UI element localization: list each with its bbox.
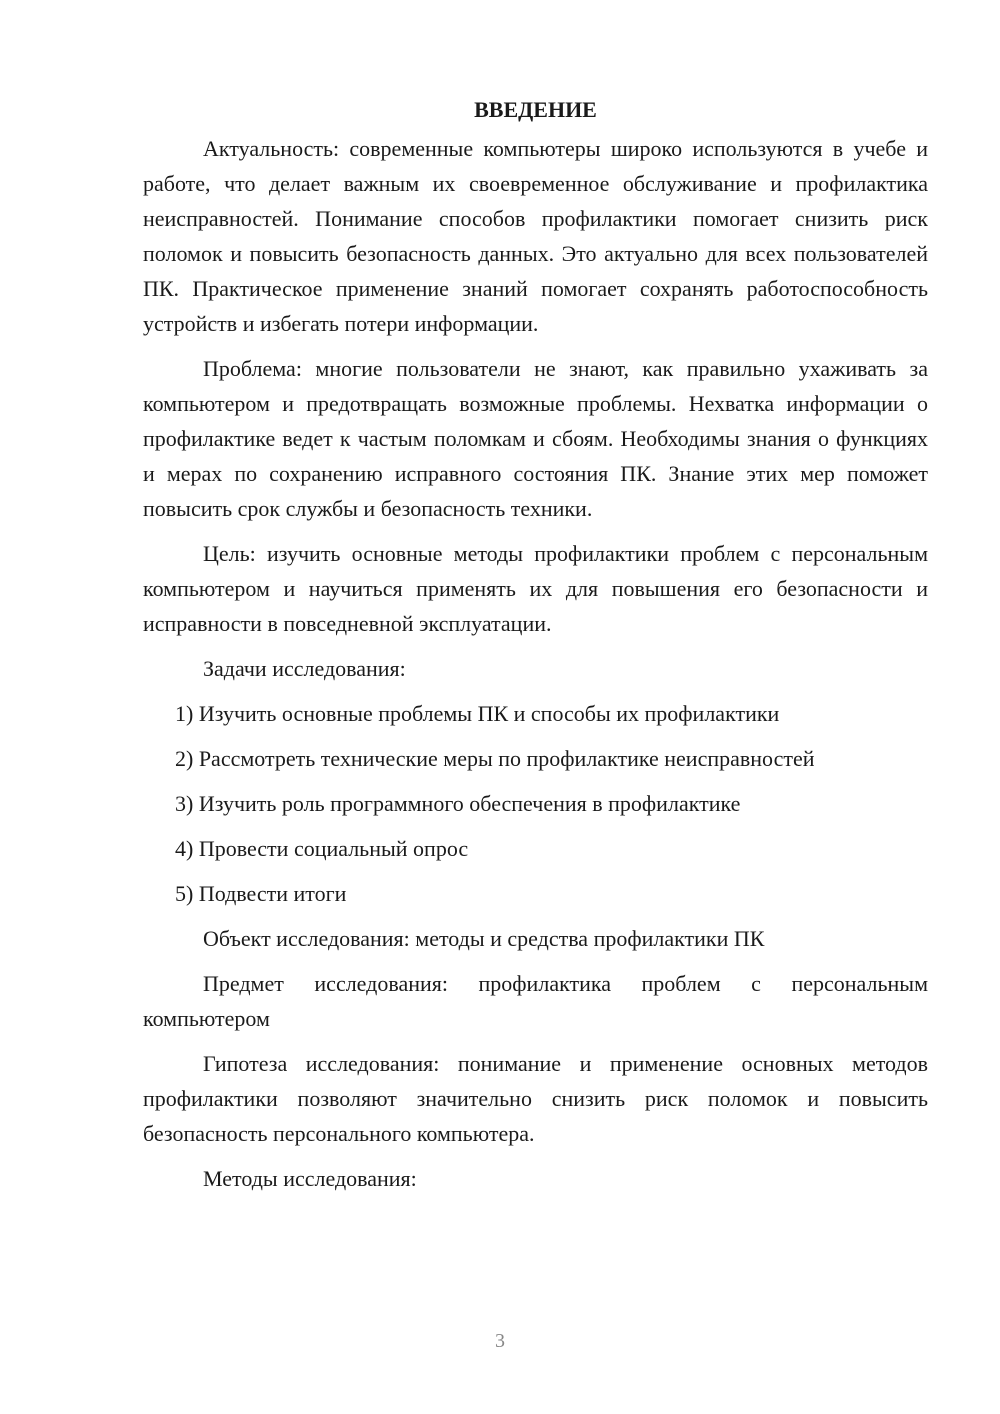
page-number: 3 xyxy=(495,1330,505,1352)
list-item: 5) Подвести итоги xyxy=(175,881,347,906)
list-item: 4) Провести социальный опрос xyxy=(175,836,469,861)
tasks-heading: Задачи исследования: xyxy=(203,656,406,681)
methods-heading: Методы исследования: xyxy=(203,1166,417,1191)
list-item: 2) Рассмотреть технические меры по профилактике неисправностей xyxy=(175,746,815,771)
paragraph-hypothesis: Гипотеза исследования: понимание и применение основных методов профилактики позволяют значительно снизить риск поломок и повысить безопасность персонального компьютера. xyxy=(143,1051,928,1146)
document-page xyxy=(143,95,928,1206)
paragraph-object: Объект исследования: методы и средства профилактики ПК xyxy=(203,926,765,951)
list-item: 1) Изучить основные проблемы ПК и способы их профилактики xyxy=(175,701,780,726)
tasks-list xyxy=(143,696,928,911)
paragraph-problem: Проблема: многие пользователи не знают, как правильно ухаживать за компьютером и предотвращать возможные проблемы. Нехватка информации о профилактике ведет к частым поломкам и сбоям. Необходимы знания о функциях и мерах по сохранению исправного состояния ПК. Знание этих мер поможет повысить срок службы и безопасность техники. xyxy=(143,356,928,521)
list-item: 3) Изучить роль программного обеспечения в профилактике xyxy=(175,791,741,816)
page-title: ВВЕДЕНИЕ xyxy=(474,97,597,122)
paragraph-relevance: Актуальность: современные компьютеры широко используются в учебе и работе, что делает важным их своевременное обслуживание и профилактика неисправностей. Понимание способов профилактики помогает снизить риск поломок и повысить безопасность данных. Это актуально для всех пользователей ПК. Практическое применение знаний помогает сохранять работоспособность устройств и избегать потери информации. xyxy=(143,136,928,336)
paragraph-goal: Цель: изучить основные методы профилактики проблем с персональным компьютером и научиться применять их для повышения его безопасности и исправности в повседневной эксплуатации. xyxy=(143,541,928,636)
paragraph-subject: Предмет исследования: профилактика проблем с персональным компьютером xyxy=(143,971,928,1031)
